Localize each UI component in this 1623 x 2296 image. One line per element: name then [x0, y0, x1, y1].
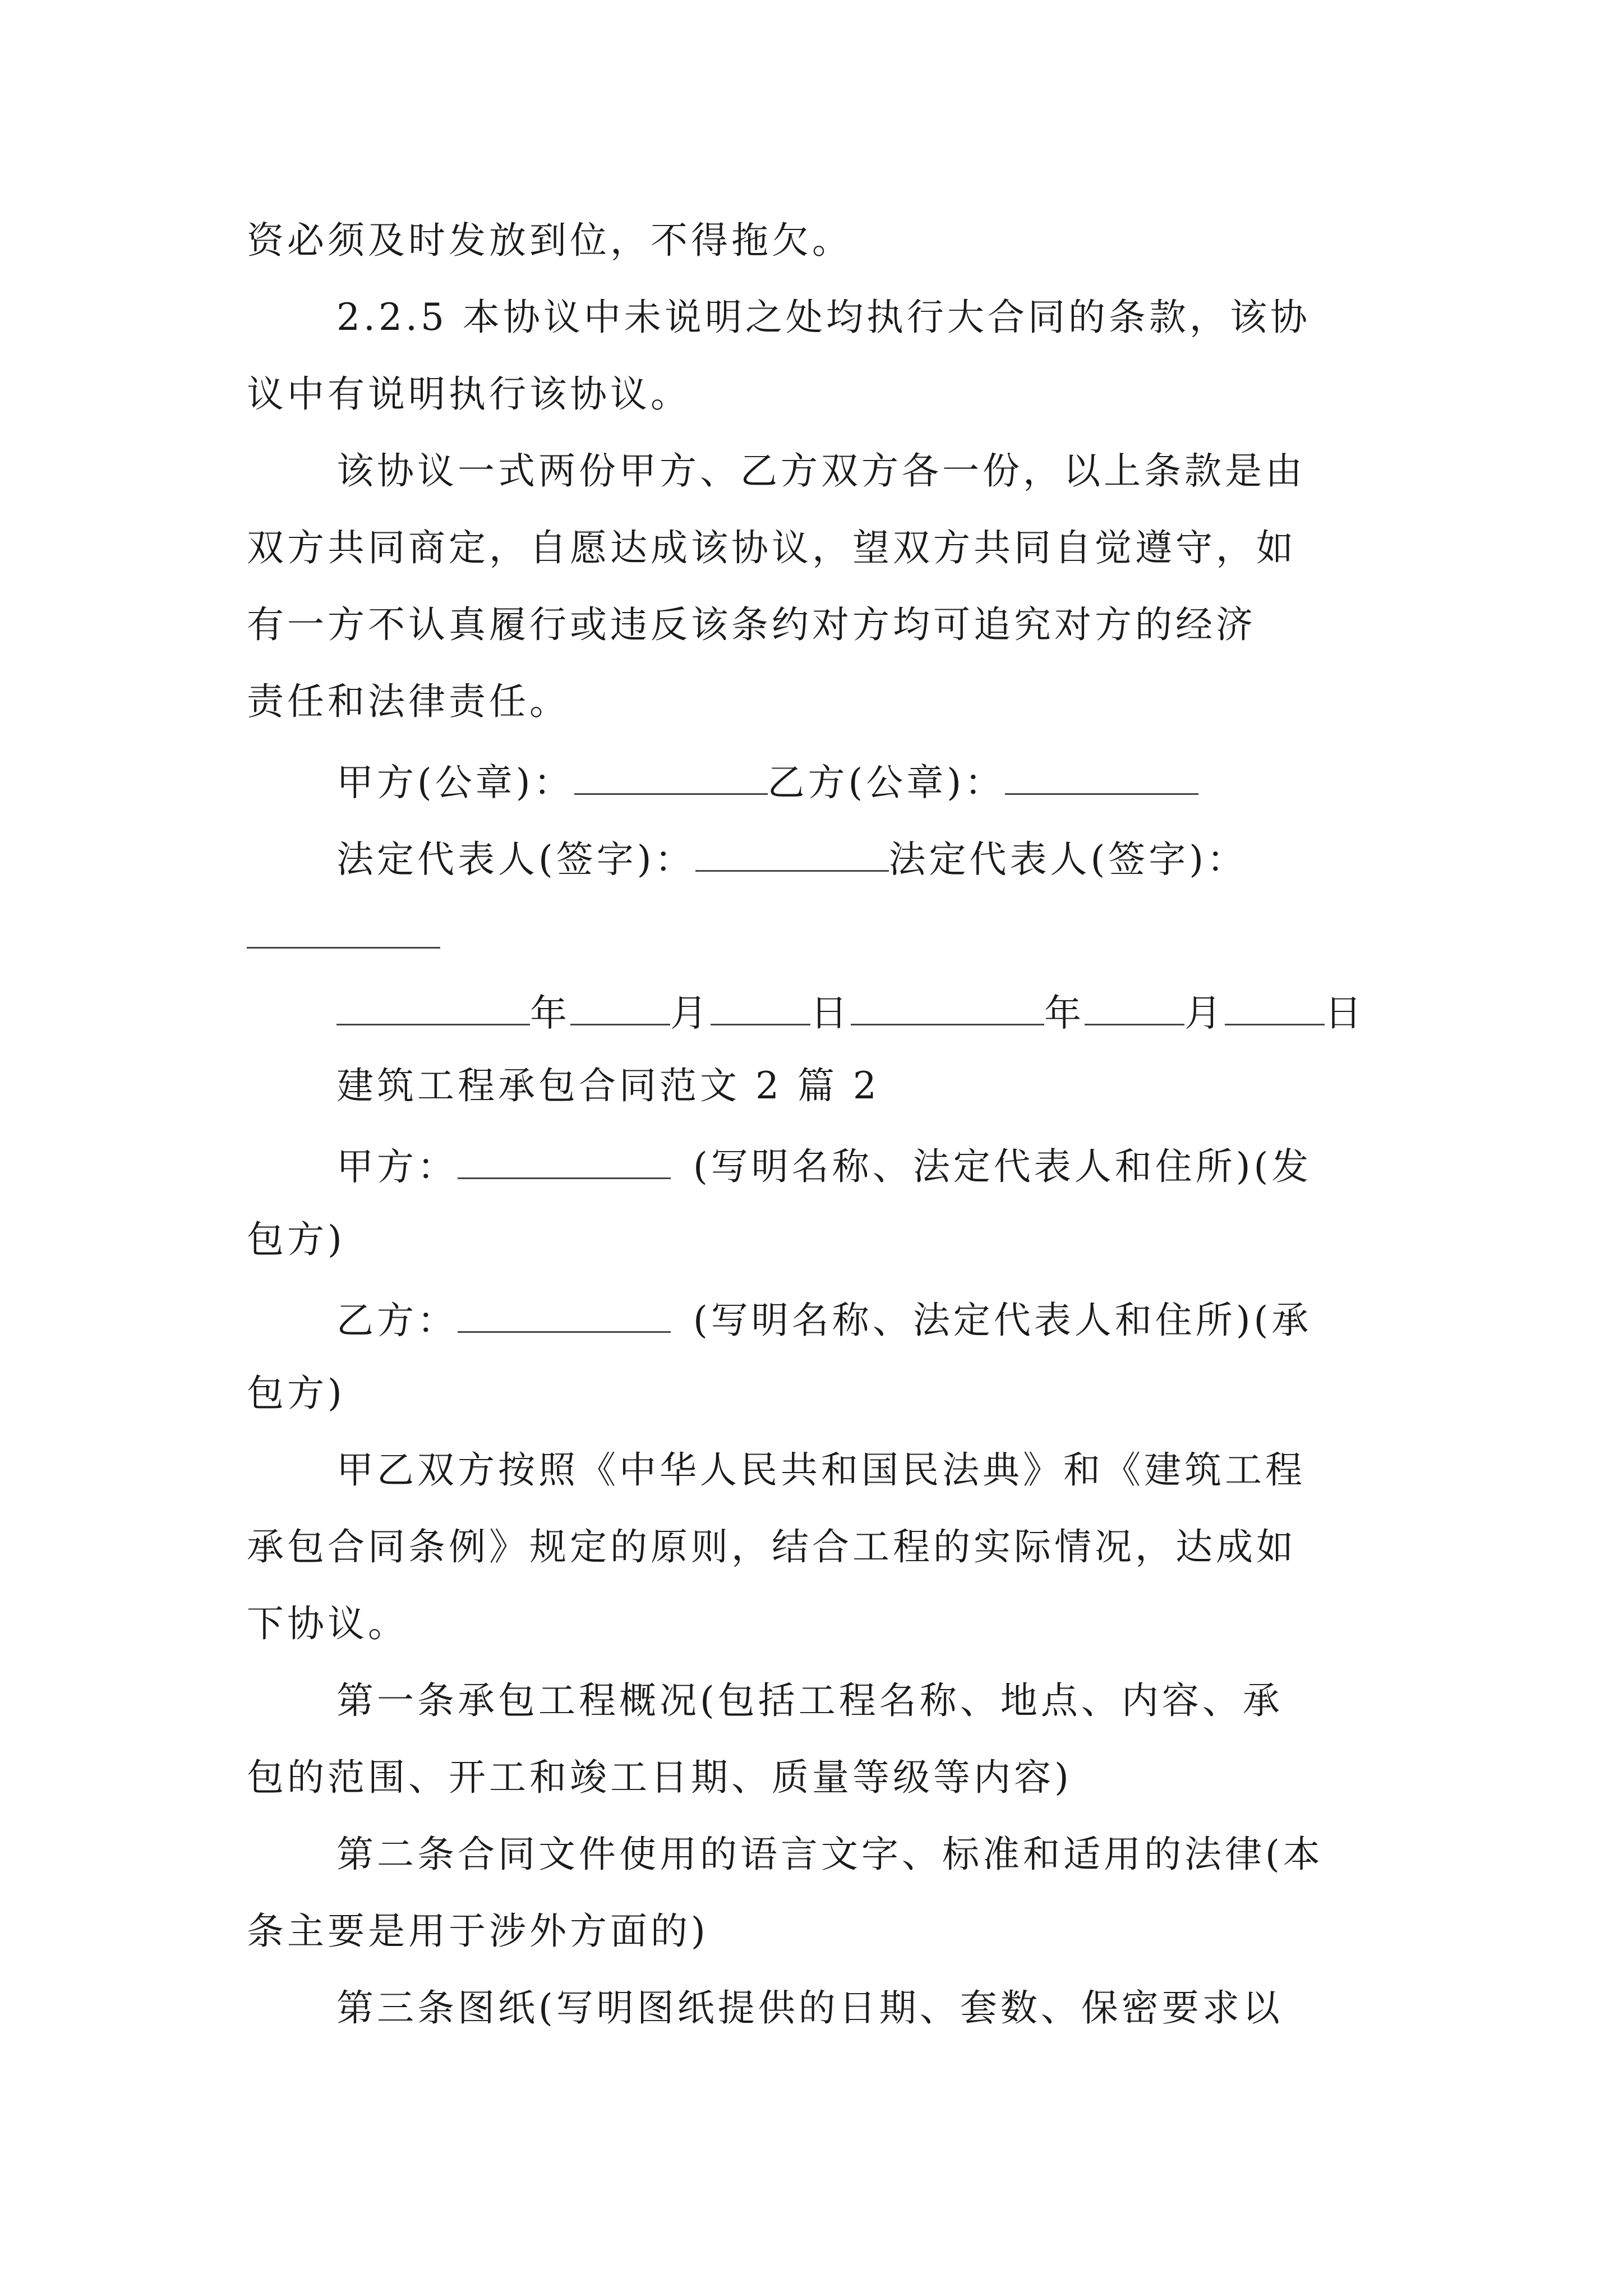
- party-a-seal-label: 甲方(公章)：: [336, 761, 574, 804]
- month-blank: [570, 991, 670, 1025]
- text-line: 条主要是用于涉外方面的): [247, 1910, 709, 1953]
- day-blank: [1225, 991, 1325, 1025]
- party-a-desc: (写明名称、法定代表人和住所)(发: [693, 1145, 1312, 1189]
- text-line: 包方): [247, 1372, 345, 1415]
- text-line: 包的范围、开工和竣工日期、质量等级等内容): [247, 1756, 1072, 1799]
- text-line: 2.2.5 本协议中未说明之处均执行大合同的条款，该协: [336, 296, 1311, 339]
- year-label: 年: [1044, 991, 1085, 1035]
- section-title: 建筑工程承包合同范文 2 篇 2: [336, 1064, 880, 1107]
- party-a-seal-blank: [574, 760, 768, 795]
- rep-a-blank: [695, 837, 889, 872]
- text-line: 第二条合同文件使用的语言文字、标准和适用的法律(本: [336, 1833, 1324, 1876]
- text-line: 包方): [247, 1218, 345, 1261]
- year-blank: [851, 991, 1044, 1025]
- date-line: [336, 991, 1365, 1035]
- text-line: 第一条承包工程概况(包括工程名称、地点、内容、承: [336, 1679, 1283, 1722]
- text-line: 承包合同条例》规定的原则，结合工程的实际情况，达成如: [247, 1525, 1297, 1568]
- day-label: 日: [810, 991, 851, 1035]
- text-line: 该协议一式两份甲方、乙方双方各一份，以上条款是由: [336, 449, 1306, 493]
- text-line: 下协议。: [247, 1602, 408, 1645]
- representative-line: [336, 837, 1247, 881]
- text-line: 第三条图纸(写明图纸提供的日期、套数、保密要求以: [336, 1986, 1283, 2030]
- month-label: 月: [670, 991, 711, 1035]
- month-label: 月: [1184, 991, 1225, 1035]
- party-b-seal-label: 乙方(公章)：: [767, 761, 1005, 804]
- text-line: 有一方不认真履行或违反该条约对方均可追究对方的经济: [247, 603, 1256, 646]
- month-blank: [1085, 991, 1184, 1025]
- day-blank: [711, 991, 810, 1025]
- text-line: 双方共同商定，自愿达成该协议，望双方共同自觉遵守，如: [247, 526, 1297, 569]
- rep-b-blank: [247, 947, 440, 949]
- party-b-label: 乙方：: [336, 1299, 458, 1342]
- year-label: 年: [530, 991, 570, 1035]
- day-label: 日: [1325, 991, 1365, 1035]
- text-line: 议中有说明执行该协议。: [247, 372, 691, 416]
- rep-a-label: 法定代表人(签字)：: [336, 838, 695, 881]
- party-b-line: [336, 1298, 1312, 1342]
- party-b-seal-blank: [1005, 760, 1198, 795]
- party-a-label: 甲方：: [336, 1145, 458, 1189]
- seal-line: [336, 760, 1198, 804]
- text-line: 资必须及时发放到位，不得拖欠。: [247, 219, 852, 262]
- text-line: 甲乙双方按照《中华人民共和国民法典》和《建筑工程: [336, 1448, 1306, 1492]
- year-blank: [336, 991, 530, 1025]
- rep-b-label: 法定代表人(签字)：: [888, 838, 1247, 881]
- party-b-blank: [458, 1298, 671, 1333]
- party-a-line: [336, 1144, 1312, 1189]
- party-a-blank: [458, 1144, 671, 1179]
- text-line: 责任和法律责任。: [247, 680, 570, 723]
- party-b-desc: (写明名称、法定代表人和住所)(承: [693, 1299, 1312, 1342]
